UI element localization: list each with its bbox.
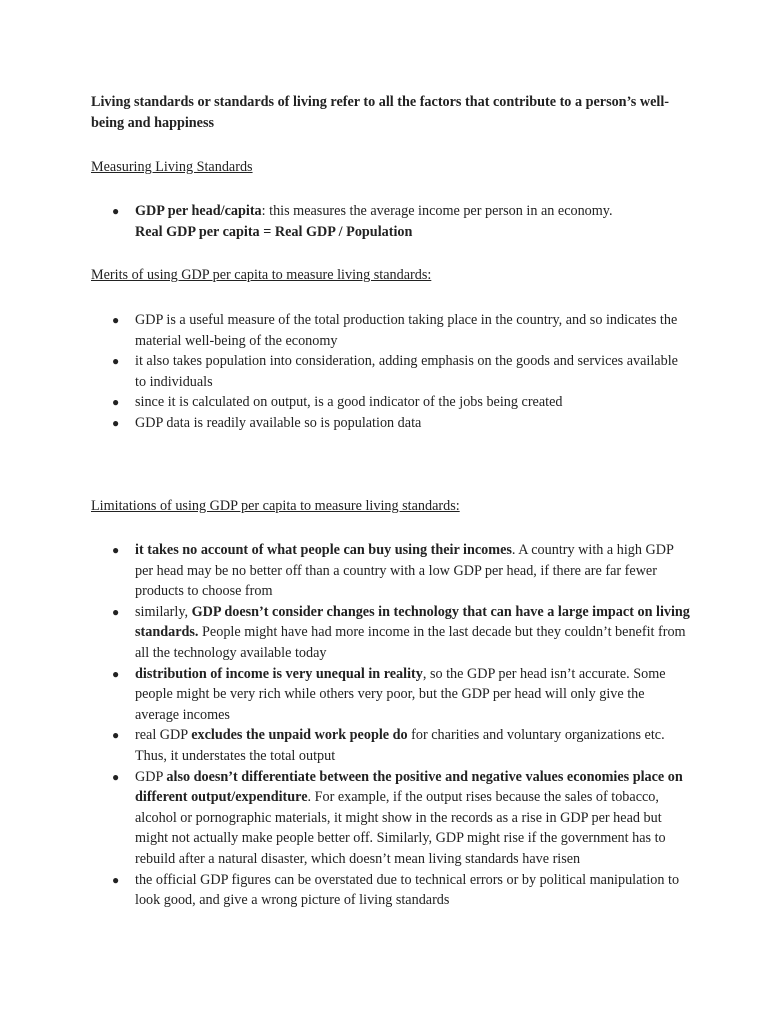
list-item xyxy=(91,351,691,392)
bullet-icon: ● xyxy=(112,769,120,784)
list-item xyxy=(91,870,691,911)
limitation-bold: excludes the unpaid work people do xyxy=(191,727,408,744)
list-item xyxy=(91,310,691,351)
bullet-icon: ● xyxy=(112,666,120,681)
bullet-icon: ● xyxy=(112,354,120,369)
bullet-icon: ● xyxy=(112,872,120,887)
limitation-text: real GDP xyxy=(135,727,192,744)
limitation-text: . For example, if the output rises because the sales of tobacco, alcohol or pornographic materials, it might show in the records as a rise in GDP per head but might not actually make people better off. Similarly, GDP might rise if the government has to rebuild after a natural disaster, which doesn’t mean living standards have risen xyxy=(135,789,666,867)
bullet-icon: ● xyxy=(112,204,120,218)
bullet-icon: ● xyxy=(112,395,120,410)
limitation-text: the official GDP figures can be overstated due to technical errors or by political manipulation to look good, and give a wrong picture of living standards xyxy=(135,871,680,909)
limitation-bold: also doesn’t differentiate between the positive and negative values economies place on different output/expenditure xyxy=(135,768,683,806)
limitation-text: for charities and voluntary organizations etc. Thus, it understates the total output xyxy=(135,727,665,764)
list-item xyxy=(91,664,691,726)
limitation-bold: GDP doesn’t consider changes in technology that can have a large impact on living standards. xyxy=(135,603,690,641)
limitation-bold: distribution of income is very unequal in reality xyxy=(135,665,423,682)
list-item xyxy=(91,725,691,766)
limitation-bold: it takes no account of what people can buy using their incomes xyxy=(135,542,512,558)
gdp-formula: Real GDP per capita = Real GDP / Population xyxy=(135,223,413,240)
measuring-list xyxy=(91,201,691,242)
merit-text: it also takes population into consideration, adding emphasis on the goods and services available to individuals xyxy=(135,353,678,390)
list-item xyxy=(91,201,691,242)
merit-text: GDP data is readily available so is population data xyxy=(135,414,422,431)
limitation-text: similarly, xyxy=(135,603,192,620)
limitations-list xyxy=(91,540,691,911)
bullet-icon: ● xyxy=(112,313,120,327)
bullet-icon: ● xyxy=(112,604,120,619)
intro-paragraph: Living standards or standards of living refer to all the factors that contribute to a person’s well-being and happiness xyxy=(91,94,669,131)
gdp-label: GDP per head/capita xyxy=(135,203,262,219)
limitations-heading: Limitations of using GDP per capita to measure living standards: xyxy=(91,498,460,514)
bullet-icon: ● xyxy=(112,415,120,430)
merit-text: since it is calculated on output, is a good indicator of the jobs being created xyxy=(135,394,563,411)
list-item xyxy=(91,392,691,413)
merit-text: GDP is a useful measure of the total production taking place in the country, and so indicates the material well-being of the economy xyxy=(135,312,678,349)
measuring-heading: Measuring Living Standards xyxy=(91,159,253,175)
limitation-text: GDP xyxy=(135,768,167,785)
gdp-text: : this measures the average income per person in an economy. xyxy=(261,203,613,219)
list-item xyxy=(91,413,691,434)
limitation-text: People might have had more income in the last decade but they couldn’t benefit from all the technology available today xyxy=(135,624,686,661)
merits-heading: Merits of using GDP per capita to measure living standards: xyxy=(91,267,432,283)
list-item xyxy=(91,540,691,602)
bullet-icon: ● xyxy=(112,728,120,743)
merits-list xyxy=(91,310,691,434)
bullet-icon: ● xyxy=(112,543,120,557)
list-item xyxy=(91,767,691,870)
limitation-text: . A country with a high GDP per head may be no better off than a country with a low GDP per head, if there are far fewer products to choose from xyxy=(135,542,674,600)
limitation-text: , so the GDP per head isn’t accurate. Some people might be very rich while others very poor, but the GDP per head will only give the average incomes xyxy=(135,665,666,723)
list-item xyxy=(91,602,691,664)
